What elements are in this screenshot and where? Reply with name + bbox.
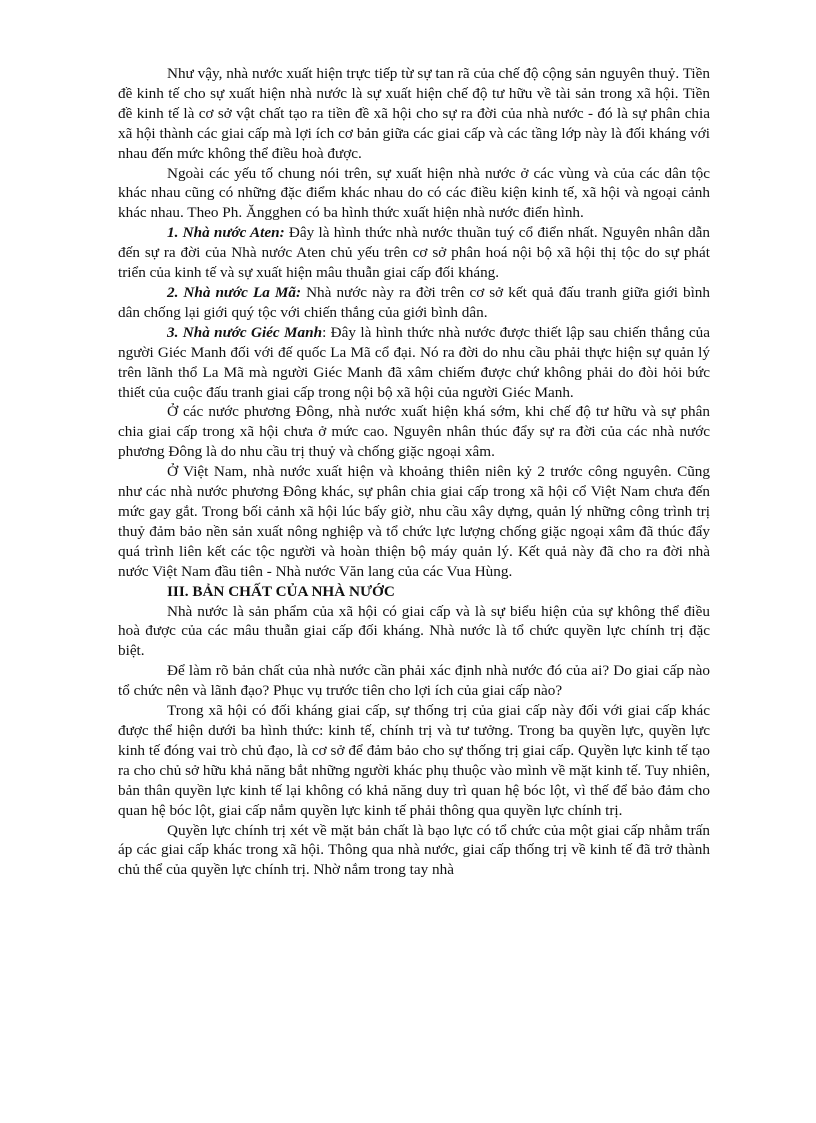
paragraph-nature-question: Để làm rõ bản chất của nhà nước cần phải xác định nhà nước đó của ai? Do giai cấp nào tổ chức nên và lãnh đạo? Phục vụ trước tiên cho lợi ích của giai cấp nào? bbox=[118, 662, 710, 700]
paragraph-vietnam: Ở Việt Nam, nhà nước xuất hiện và khoảng thiên niên kỷ 2 trước công nguyên. Cũng như các nhà nước phương Đông khác, sự phân chia giai cấp trong xã hội cổ Việt Nam chưa đến mức gay gắt. Trong bối cảnh xã hội lúc bấy giờ, nhu cầu xây dựng, quản lý những công trình trị thuỷ đảm bảo nền sản xuất nông nghiệp và tổ chức lực lượng chống giặc ngoại xâm đã thúc đẩy quá trình liên kết các tộc người và hoàn thiện bộ máy quản lý. Kết quả này đã cho ra đời nhà nước Việt Nam đầu tiên - Nhà nước Văn lang của các Vua Hùng. bbox=[118, 463, 710, 580]
paragraph-political-power: Quyền lực chính trị xét về mặt bản chất là bạo lực có tổ chức của một giai cấp nhằm trấn áp các giai cấp khác trong xã hội. Thông qua nhà nước, giai cấp thống trị về kinh tế đã trở thành chủ thể của quyền lực chính trị. Nhờ nắm trong tay nhà bbox=[118, 821, 710, 879]
germanic-text: : Đây là hình thức nhà nước được thiết lập sau chiến thắng của người Giéc Manh đối với đế quốc La Mã cổ đại. Nó ra đời do nhu cầu phải thực hiện sự quản lý trên lãnh thổ La Mã mà người Giéc Manh đã xâm chiếm được chứ không phải do đòi hỏi bức thiết của cuộc đấu tranh giai cấp trong nội bộ xã hội của người Giéc Manh. bbox=[118, 323, 710, 401]
paragraph-east: Ở các nước phương Đông, nhà nước xuất hiện khá sớm, khi chế độ tư hữu và sự phân chia giai cấp trong xã hội chưa ở mức cao. Nguyên nhân thúc đẩy sự ra đời của các nhà nước phương Đông là do nhu cầu trị thuỷ và chống giặc ngoại xâm. bbox=[118, 403, 710, 461]
athens-lead: 1. Nhà nước Aten: bbox=[167, 224, 285, 242]
athens-text: Đây là hình thức nhà nước thuần tuý cổ điển nhất. Nguyên nhân dẫn đến sự ra đời của Nhà nước Aten chủ yếu trên cơ sở phân hoá nội bộ xã hội thị tộc do sự phát triển của kinh tế và sự xuất hiện mâu thuẫn giai cấp đối kháng. bbox=[118, 224, 710, 282]
section-heading: III. BẢN CHẤT CỦA NHÀ NƯỚC bbox=[167, 582, 395, 600]
paragraph-athens bbox=[118, 223, 710, 283]
paragraph-state-emergence: Như vậy, nhà nước xuất hiện trực tiếp từ sự tan rã của chế độ cộng sản nguyên thuỷ. Tiền đề kinh tế cho sự xuất hiện nhà nước là sự xuất hiện chế độ tư hữu về tài sản trong xã hội. Tiền đề kinh tế là cơ sở vật chất tạo ra tiền đề xã hội cho sự ra đời của nhà nước - đó là sự phân chia xã hội thành các giai cấp mà lợi ích cơ bản giữa các giai cấp và các tầng lớp này là đối kháng với nhau đến mức không thể điều hoà được. bbox=[118, 65, 710, 162]
paragraph-engels-forms: Ngoài các yếu tố chung nói trên, sự xuất hiện nhà nước ở các vùng và của các dân tộc khác nhau cũng có những đặc điểm khác nhau do có các điều kiện kinh tế, xã hội và ngoại cảnh khác nhau. Theo Ph. Ăngghen có ba hình thức xuất hiện nhà nước điển hình. bbox=[118, 164, 710, 222]
paragraph-state-product: Nhà nước là sản phẩm của xã hội có giai cấp và là sự biểu hiện của sự không thể điều hoà được của các mâu thuẫn giai cấp đối kháng. Nhà nước là tổ chức quyền lực chính trị đặc biệt. bbox=[118, 602, 710, 660]
paragraph-power-forms: Trong xã hội có đối kháng giai cấp, sự thống trị của giai cấp này đối với giai cấp khác được thể hiện dưới ba hình thức: kinh tế, chính trị và tư tưởng. Trong ba quyền lực, quyền lực kinh tế đóng vai trò chủ đạo, là cơ sở để đảm bảo cho sự thống trị giai cấp. Quyền lực kinh tế tạo ra cho chủ sở hữu khả năng bắt những người khác phụ thuộc vào mình về mặt kinh tế. Tuy nhiên, bản thân quyền lực kinh tế lại không có khả năng duy trì quan hệ bóc lột, vì thế để bảo đảm cho quan hệ bóc lột, giai cấp nắm quyền lực kinh tế phải thông qua quyền lực chính trị. bbox=[118, 702, 710, 819]
germanic-lead: 3. Nhà nước Giéc Manh bbox=[167, 323, 323, 341]
rome-lead: 2. Nhà nước La Mã: bbox=[167, 283, 302, 301]
paragraph-germanic bbox=[118, 323, 710, 403]
rome-text: Nhà nước này ra đời trên cơ sở kết quả đấu tranh giữa giới bình dân chống lại giới quý tộc với chiến thắng của giới bình dân. bbox=[118, 283, 710, 321]
paragraph-rome bbox=[118, 283, 710, 323]
